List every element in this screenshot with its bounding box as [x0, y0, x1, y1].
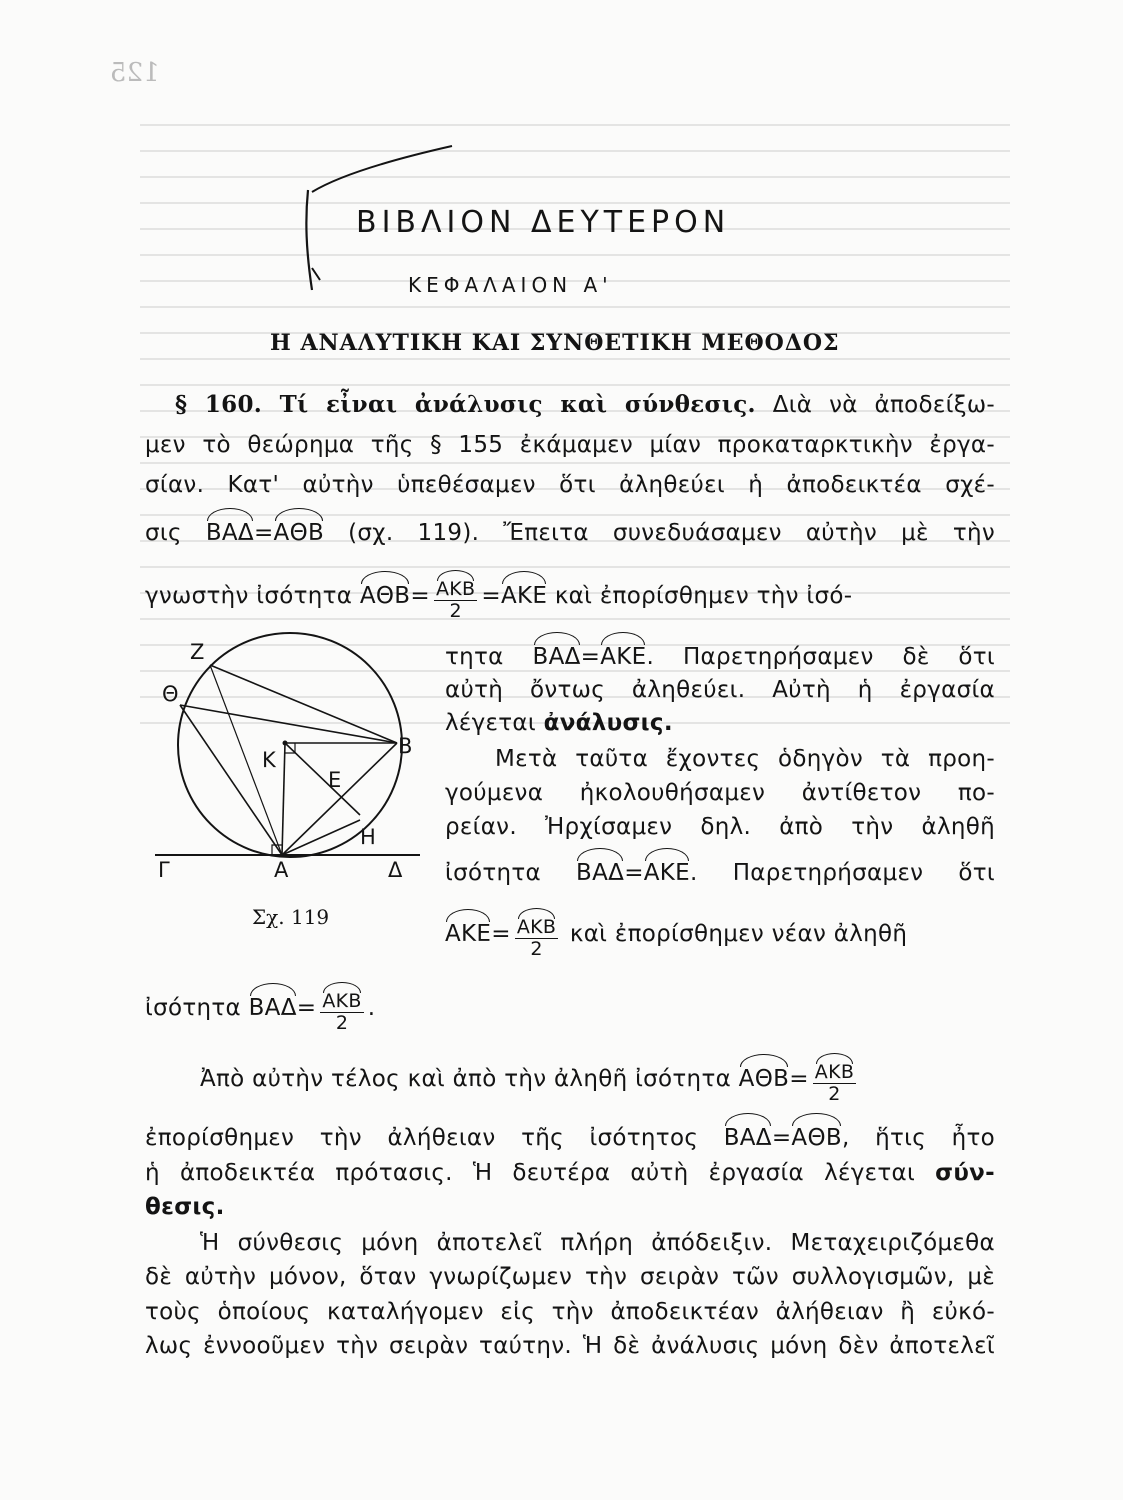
text-line: ρείαν. Ἠρχίσαμεν δηλ. ἀπὸ τὴν ἀληθῆ — [445, 814, 995, 840]
text-line: θεσις. — [145, 1194, 225, 1220]
text-line: ἡ ἀποδεικτέα πρότασις. Ἡ δευτέρα αὐτὴ ἐργασία λέγεται σύν- — [145, 1160, 995, 1186]
chapter-heading: ΚΕΦΑΛΑΙΟΝ Α' — [408, 273, 613, 297]
figure-119 — [150, 630, 420, 894]
section-heading: § 160. Τί εἶναι ἀνάλυσις καὶ σύνθεσις. — [175, 391, 756, 418]
arc-symbol: ΑΚΕ — [500, 583, 548, 609]
text-line: σίαν. Κατ' αὐτὴν ὑπεθέσαμεν ὅτι ἀληθεύει ἡ ἀποδεικτέα σχέ- — [145, 472, 995, 498]
bleed-page-number: 125 — [110, 58, 160, 88]
text-line: γούμενα ἠκολουθήσαμεν ἀντίθετον πο- — [445, 780, 995, 806]
arc-symbol: ΑΚΕ — [643, 860, 691, 886]
point-label-k: Κ — [262, 748, 276, 772]
text-line: αὐτὴ ὄντως ἀληθεύει. Αὐτὴ ἡ ἐργασία — [445, 677, 995, 703]
text-line: δὲ αὐτὴν μόνον, ὅταν γνωρίζωμεν τὴν σειρὰν τῶν συλλογισμῶν, μὲ — [145, 1264, 995, 1290]
book-heading: ΒΙΒΛΙΟΝ ΔΕΥΤΕΡΟΝ — [356, 205, 731, 240]
arc-symbol: ΒΑΔ — [532, 644, 581, 670]
text-line: Ἀπὸ αὐτὴν τέλος καὶ ἀπὸ τὴν ἀληθῆ ἰσότητα ΑΘΒ= $\frac{\text{ΑΚΒ}}{2}$ — [200, 1053, 1000, 1106]
fraction: $\frac{\text{ΑΚΒ}}{2}$ — [814, 1061, 855, 1105]
arc-symbol: ΒΑΔ — [723, 1125, 772, 1151]
point-label-delta: Δ — [388, 858, 403, 882]
point-label-gamma: Γ — [158, 858, 170, 882]
text-line: τοὺς ὁποίους καταλήγομεν εἰς τὴν ἀποδεικτέαν ἀλήθειαν ἢ εὐκό- — [145, 1299, 995, 1325]
arc-symbol: ΑΚΕ — [600, 644, 647, 670]
text-line: ἰσότητα ΒΑΔ=ΑΚΕ. Παρετηρήσαμεν ὅτι — [445, 860, 995, 886]
arc-symbol: ΑΚΕ — [445, 921, 492, 947]
point-label-theta: Θ — [162, 682, 179, 706]
fraction: $\frac{\text{ΑΚΒ}}{2}$ — [322, 990, 362, 1034]
text-line: λως ἐννοοῦμεν τὴν σειρὰν ταύτην. Ἡ δὲ ἀνάλυσις μόνη δὲν ἀποτελεῖ — [145, 1333, 995, 1359]
section-title: Η ΑΝΑΛΥΤΙΚΗ ΚΑΙ ΣΥΝΘΕΤΙΚΗ ΜΕΘΟΔΟΣ — [270, 330, 840, 356]
term-synthesis: σύν- — [935, 1160, 995, 1186]
term-analysis: ἀνάλυσις. — [543, 710, 673, 736]
fraction: $\frac{\text{ΑΚΒ}}{2}$ — [516, 916, 557, 960]
text-line: ΑΚΕ= $\frac{\text{ΑΚΒ}}{2}$ καὶ ἐπορίσθημεν νέαν ἀληθῆ — [445, 908, 995, 961]
text-line: μεν τὸ θεώρημα τῆς § 155 ἐκάμαμεν μίαν προκαταρκτικὴν ἐργα- — [145, 432, 995, 458]
arc-symbol: ΑΘΒ — [359, 583, 411, 609]
text-line: Ἡ σύνθεσις μόνη ἀποτελεῖ πλήρη ἀπόδειξιν. Μεταχειριζόμεθα — [200, 1230, 995, 1256]
geometry-diagram — [150, 630, 420, 890]
text-line: ἐπορίσθημεν τὴν ἀλήθειαν τῆς ἰσότητος ΒΑΔ=ΑΘΒ, ἥτις ἦτο — [145, 1125, 995, 1151]
arc-symbol: ΑΘΒ — [791, 1125, 842, 1151]
arc-symbol: ΑΘΒ — [738, 1066, 790, 1092]
point-label-a: Α — [274, 858, 289, 882]
point-label-b: Β — [398, 734, 413, 758]
point-label-z: Ζ — [190, 640, 205, 664]
fraction: $\frac{\text{ΑΚΒ}}{2}$ — [435, 578, 476, 622]
point-label-h: Η — [360, 825, 376, 849]
text-line: γνωστὴν ἰσότητα ΑΘΒ= $\frac{\text{ΑΚΒ}}{2}$ =ΑΚΕ καὶ ἐπορίσθημεν τὴν ἰσό- — [145, 570, 995, 623]
text-line: ἰσότητα ΒΑΔ= $\frac{\text{ΑΚΒ}}{2}$ . — [145, 982, 995, 1035]
point-label-e: Ε — [328, 768, 342, 792]
text-line: Μετὰ ταῦτα ἔχοντες ὁδηγὸν τὰ προη- — [495, 746, 995, 772]
figure-caption: Σχ. 119 — [252, 905, 330, 929]
arc-symbol: ΑΘΒ — [273, 520, 325, 546]
text-line: τητα ΒΑΔ=ΑΚΕ. Παρετηρήσαμεν δὲ ὅτι — [445, 644, 996, 670]
arc-symbol: ΒΑΔ — [248, 995, 297, 1021]
text-line: § 160. Τί εἶναι ἀνάλυσις καὶ σύνθεσις. Διὰ νὰ ἀποδείξω- — [175, 391, 995, 418]
arc-symbol: ΒΑΔ — [576, 860, 625, 886]
text-line: σις ΒΑΔ=ΑΘΒ (σχ. 119). Ἔπειτα συνεδυάσαμεν αὐτὴν μὲ τὴν — [145, 520, 995, 546]
text-line: λέγεται ἀνάλυσις. — [445, 710, 673, 736]
arc-symbol: ΒΑΔ — [205, 520, 254, 546]
